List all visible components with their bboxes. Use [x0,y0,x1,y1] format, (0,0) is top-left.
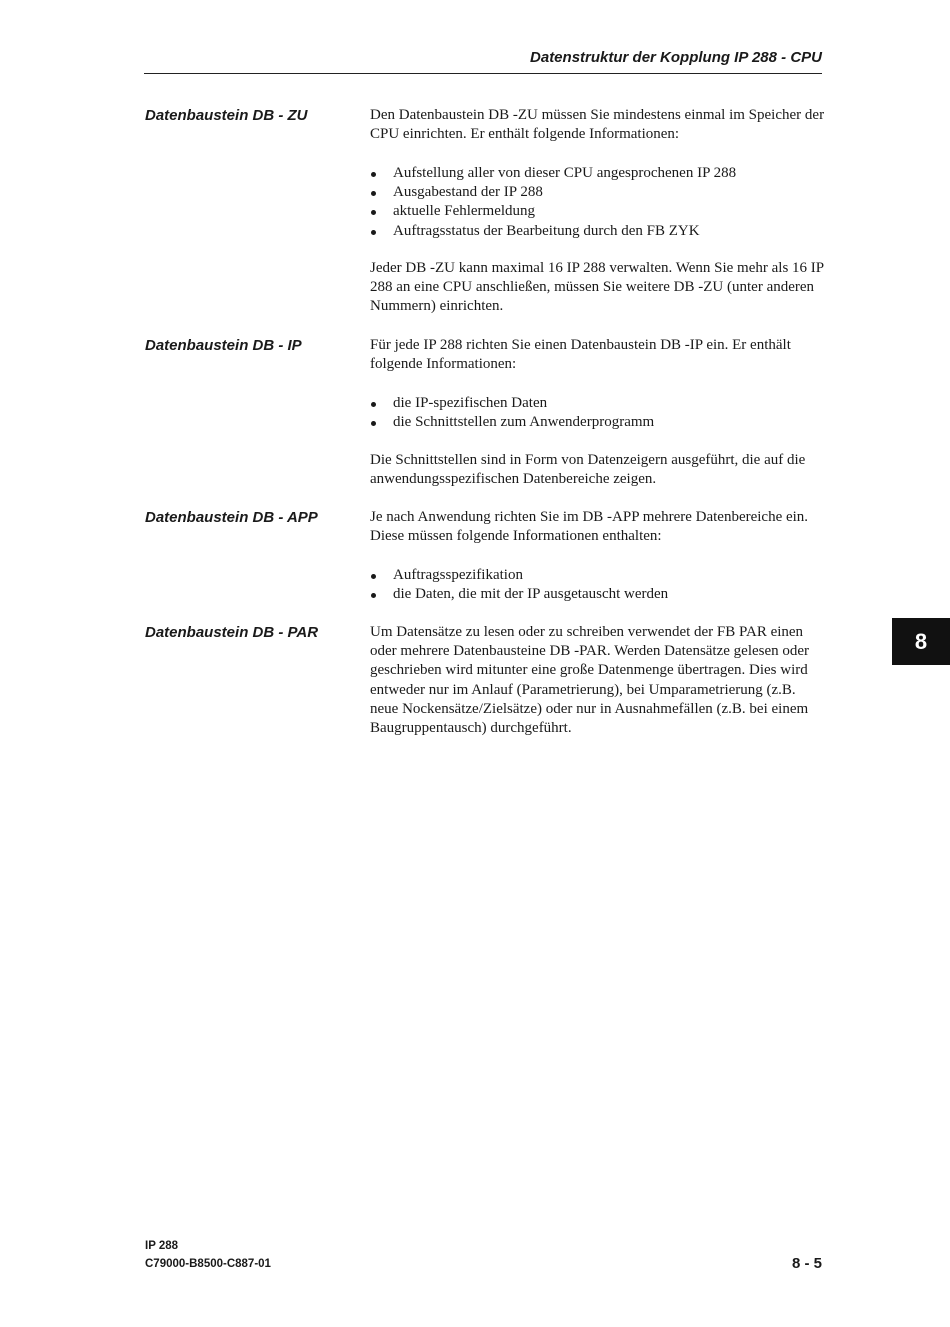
section-heading: Datenbaustein DB - IP [145,337,302,354]
footer-order-number: C79000-B8500-C887-01 [145,1258,271,1270]
list-item: die IP-spezifischen Daten [370,394,825,413]
section-paragraph: Jeder DB -ZU kann maximal 16 IP 288 verwalten. Wenn Sie mehr als 16 IP 288 an eine CPU anschließen, müssen Sie weitere DB -ZU (unter anderen Nummern) einrichten. [370,260,824,315]
section-paragraph: Je nach Anwendung richten Sie im DB -APP mehrere Datenbereiche ein. Diese müssen folgende Informationen enthalten: [370,509,809,545]
header-title: Datenstruktur der Kopplung IP 288 - CPU [530,49,822,66]
bullet-list [370,394,825,432]
bullet-list [370,566,825,604]
section-paragraph: Den Datenbaustein DB -ZU müssen Sie mindestens einmal im Speicher der CPU einrichten. Er enthält folgende Informationen: [370,107,825,143]
footer-product: IP 288 [145,1240,179,1252]
section-paragraph: Die Schnittstellen sind in Form von Datenzeigern ausgeführt, die auf die anwendungsspezifischen Datenbereiche zeigen. [370,452,806,488]
section-paragraph: Um Datensätze zu lesen oder zu schreiben verwendet der FB PAR einen oder mehrere Datenbausteine DB -PAR. Werden Datensätze gelesen oder geschrieben wird mitunter eine große Datenmenge übertragen. Dies wird entweder nur im Anlauf (Parametrierung), bei Umparametrierung (z.B. neue Nockensätze/Zielsätze) oder nur in Ausnahmefällen (z.B. bei einem Baugruppentausch) durchgeführt. [370,624,810,737]
list-item: Auftragsspezifikation [370,566,825,585]
chapter-tab: 8 [892,618,950,665]
list-item: Ausgabestand der IP 288 [370,183,825,202]
list-item: Auftragsstatus der Bearbeitung durch den FB ZYK [370,222,825,241]
section-heading: Datenbaustein DB - PAR [145,624,319,641]
list-item: aktuelle Fehlermeldung [370,202,825,221]
list-item: die Daten, die mit der IP ausgetauscht werden [370,585,825,604]
list-item: Aufstellung aller von dieser CPU angesprochenen IP 288 [370,164,825,183]
bullet-list [370,164,825,241]
page-number: 8 - 5 [791,1255,822,1272]
list-item: die Schnittstellen zum Anwenderprogramm [370,413,825,432]
header-rule [144,73,822,74]
section-heading: Datenbaustein DB - ZU [145,107,308,124]
section-heading: Datenbaustein DB - APP [145,509,318,526]
section-paragraph: Für jede IP 288 richten Sie einen Datenbaustein DB -IP ein. Er enthält folgende Informationen: [370,337,791,373]
